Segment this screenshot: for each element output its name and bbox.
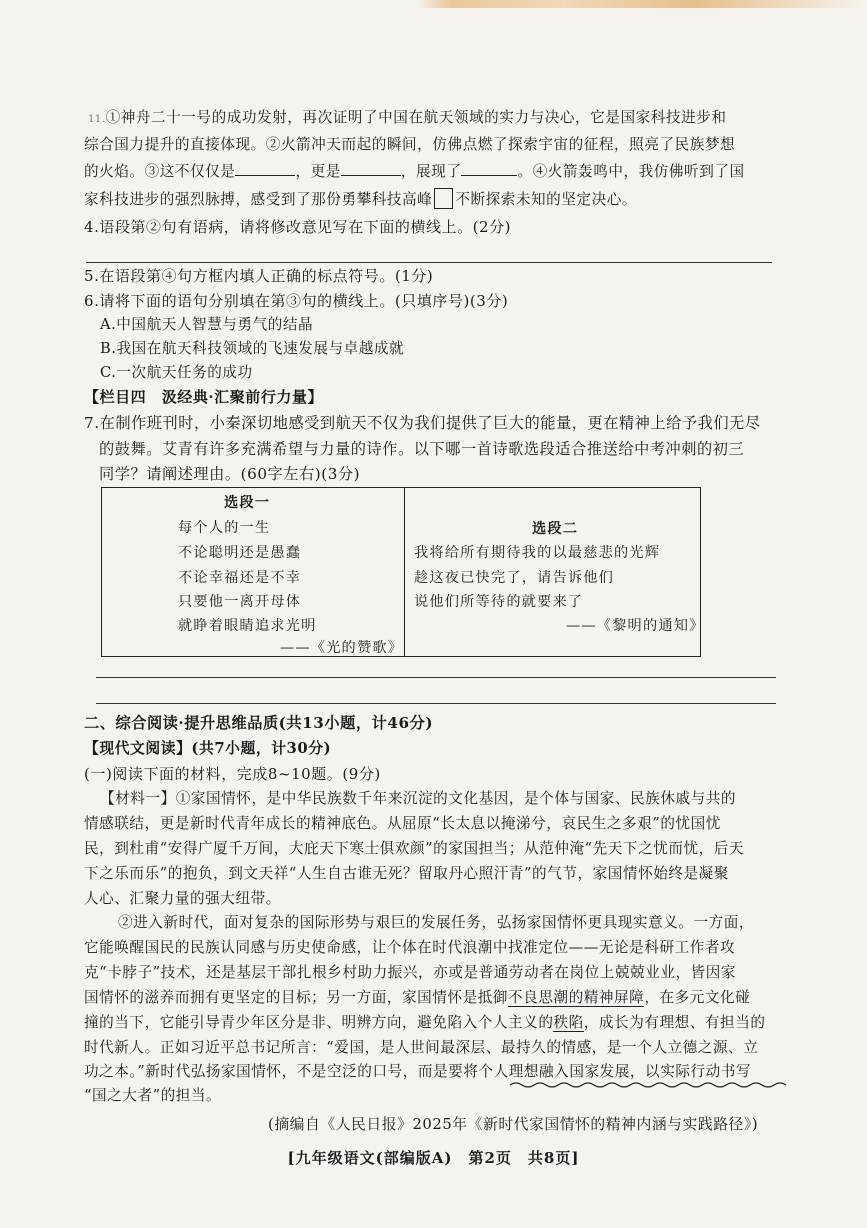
poem-table-divider: [404, 488, 405, 656]
paragraph-text: 不断探索未知的坚定决心。: [455, 191, 638, 208]
underlined-phrase: 不良思潮的精神屏障: [508, 989, 645, 1006]
paragraph-line-1: [88, 108, 726, 130]
poem2-title: 选段二: [532, 521, 579, 537]
question-7-line-1: 7.在制作班刊时，小秦深切地感受到航天不仅为我们提供了巨大的能量，更在精神上给予我们无尽: [84, 414, 761, 432]
poem2-line: 趁这夜已快完了，请告诉他们: [414, 570, 615, 586]
material-line-2: 情感联结，更是新时代青年成长的精神底色。从屈原“长太息以掩涕兮，哀民生之多艰”的忧国忧: [84, 815, 721, 832]
material-line-8: 克“卡脖子”技术，还是基层干部扎根乡村助力振兴，亦或是普通劳动者在岗位上兢兢业业，皆因家: [84, 964, 737, 981]
modern-reading-heading: 【现代文阅读】(共7小题，计30分): [84, 740, 332, 757]
poem1-line: 就睁着眼睛追求光明: [178, 618, 317, 634]
answer-line-q7-2[interactable]: [96, 703, 776, 704]
material-line-10: [84, 1013, 766, 1033]
material-line-7: 它能唤醒国民的民族认同感与历史使命感，让个体在时代浪潮中找准定位——无论是科研工作者攻: [84, 939, 736, 956]
material-text: ，成长为有理想、有担当的: [583, 1014, 766, 1031]
material-text: 撞的当下，它能引导青少年区分是非、明辨方向，避免陷入个人主义的: [84, 1014, 554, 1031]
material-line-5: 人心、汇聚力量的强大纽带。: [84, 890, 281, 907]
paragraph-text: ，更是: [295, 163, 341, 180]
poem2-line: 说他们所等待的就要来了: [414, 594, 584, 610]
material-line-13: “国之大者”的担当。: [84, 1087, 222, 1104]
option-b: B.我国在航天科技领域的飞速发展与卓越成就: [100, 340, 405, 357]
question-4: 4.语段第②句有语病，请将修改意见写在下面的横线上。(2分): [84, 218, 512, 236]
material-source: (摘编自《人民日报》2025年《新时代家国情怀的精神内涵与实践路径》): [268, 1116, 759, 1133]
underlined-word: 秩陷: [553, 1014, 584, 1031]
page-footer: [九年级语文(部编版A) 第2页 共8页]: [287, 1149, 580, 1167]
material-line-11: 时代新人。正如习近平总书记所言：“爱国，是人世间最深层、最持久的情感，是一个人立德之源、立: [84, 1039, 759, 1056]
subsection-heading: (一)阅读下面的材料，完成8~10题。(9分): [84, 765, 381, 783]
paragraph-line-3: [84, 161, 745, 182]
material-line-3: 民，到杜甫“安得广厦千万间，大庇天下寒士俱欢颜”的家国担当；从范仲淹“先天下之忧而忧，后天: [84, 840, 745, 857]
paragraph-line-4: [84, 188, 637, 210]
wavy-underline: [508, 1080, 790, 1090]
section-heading-4: 【栏目四 汲经典·汇聚前行力量】: [84, 388, 324, 406]
paragraph-text: ，展现了: [400, 163, 462, 180]
poem1-line: 不论幸福还是不幸: [178, 570, 302, 586]
material-text: 国情怀的滋养而拥有更坚定的目标；另一方面，家国情怀是抵御: [84, 989, 509, 1006]
poem1-line: 每个人的一生: [178, 520, 271, 536]
paragraph-text: 家科技进步的强烈脉搏，感受到了那份勇攀科技高峰: [84, 191, 433, 208]
option-a: A.中国航天人智慧与勇气的结晶: [100, 316, 314, 333]
material-line-9: [84, 988, 750, 1008]
question-6: 6.请将下面的语句分别填在第③句的横线上。(只填序号)(3分): [84, 292, 509, 310]
answer-blank-1[interactable]: [235, 161, 295, 176]
material-line-12: [84, 1062, 751, 1082]
option-c: C.一次航天任务的成功: [100, 364, 253, 381]
material-line-6: ②进入新时代，面对复杂的国际形势与艰巨的发展任务，弘扬家国情怀更具现实意义。一方面，: [118, 914, 755, 931]
paragraph-text: 。④火箭轰鸣中，我仿佛听到了国: [517, 163, 745, 180]
poem-table: [101, 487, 705, 657]
answer-blank-2[interactable]: [341, 161, 401, 176]
part-two-heading: 二、综合阅读·提升思维品质(共13小题，计46分): [84, 714, 434, 732]
material-line-4: 下之乐而乐”的抱负，到文天祥“人生自古谁无死？留取丹心照汗青”的气节，家国情怀始终是凝聚: [84, 865, 729, 882]
poem1-title: 选段一: [224, 495, 271, 511]
question-7-line-2: 的鼓舞。艾青有许多充满希望与力量的诗作。以下哪一首诗歌选段适合推送给中考冲刺的初三: [99, 440, 745, 458]
punctuation-box[interactable]: [434, 188, 453, 209]
wavy-underlined-phrase: 人理想融入国家发展，以实际行动书写: [493, 1063, 752, 1080]
poem1-line: 只要他一离开母体: [178, 594, 302, 610]
material-text: ，在多元文化碰: [644, 989, 751, 1006]
material-line-1: 【材料一】①家国情怀，是中华民族数千年来沉淀的文化基因，是个体与国家、民族休戚与共的: [100, 790, 737, 807]
paragraph-text: ①神舟二十一号的成功发射，再次证明了中国在航天领域的实力与决心，它是国家科技进步和: [105, 109, 727, 126]
poem2-line: 我将给所有期待我的以最慈悲的光辉: [414, 545, 661, 561]
paragraph-text: 的火焰。③这不仅仅是: [84, 163, 236, 180]
answer-blank-3[interactable]: [461, 161, 517, 176]
answer-line-q4[interactable]: [86, 262, 772, 263]
poem1-source: ——《光的赞歌》: [280, 640, 404, 656]
paragraph-line-2: 综合国力提升的直接体现。②火箭冲天而起的瞬间，仿佛点燃了探索宇宙的征程，照亮了民族梦想: [84, 136, 736, 153]
material-text: 功之本。”新时代弘扬家国情怀，不是空泛的口号，而是要将个: [84, 1063, 494, 1080]
question-7-line-3: 同学？请阐述理由。(60字左右)(3分): [99, 465, 361, 483]
question-marker: 11.: [88, 114, 106, 125]
question-5: 5.在语段第④句方框内填人正确的标点符号。(1分): [84, 267, 434, 285]
poem2-source: ——《黎明的通知》: [566, 618, 705, 634]
answer-line-q7-1[interactable]: [96, 677, 776, 678]
poem1-line: 不论聪明还是愚蠢: [178, 545, 302, 561]
